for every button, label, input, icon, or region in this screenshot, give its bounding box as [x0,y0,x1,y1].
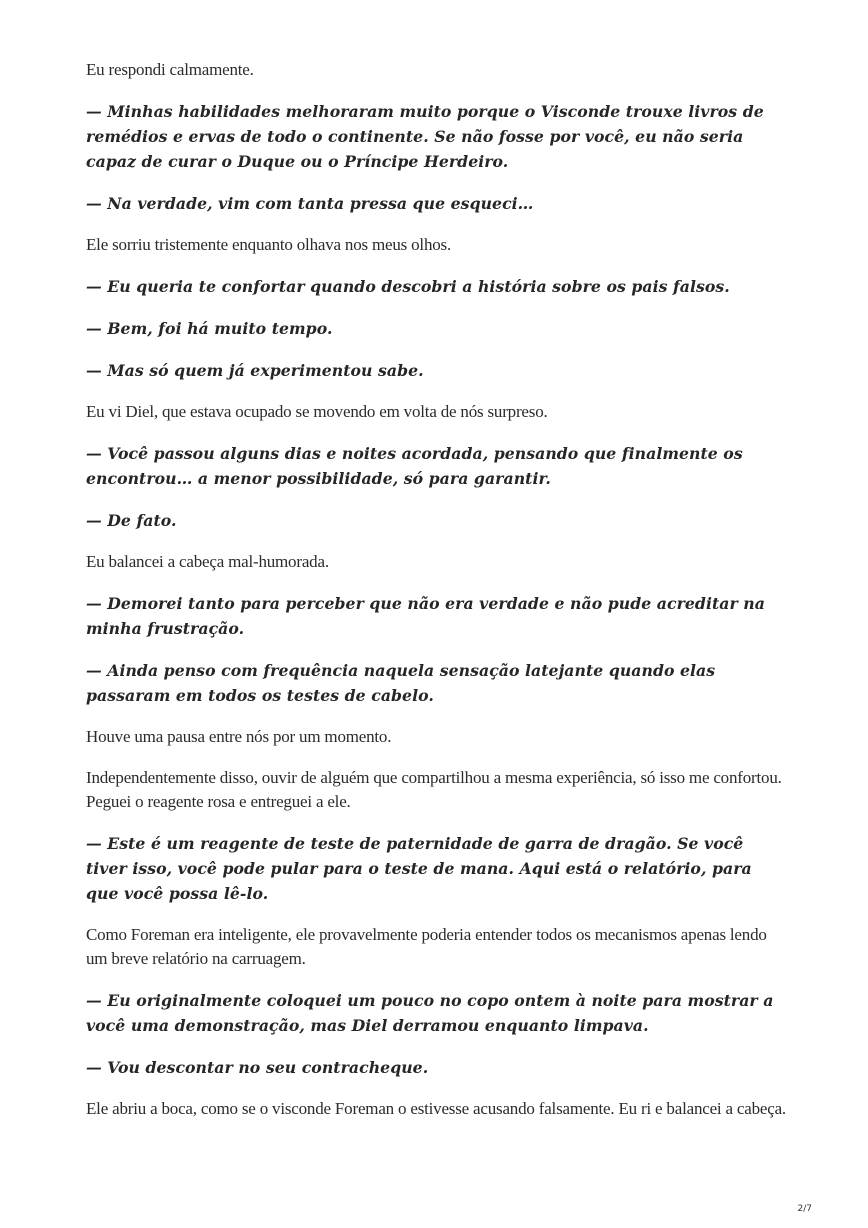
narration-paragraph: Ele abriu a boca, como se o visconde Foreman o estivesse acusando falsamente. Eu ri e balancei a cabeça. [86,1099,786,1118]
narration-paragraph: Como Foreman era inteligente, ele provavelmente poderia entender todos os mecanismos apenas lendo um breve relatório na carruagem. [86,925,767,968]
document-page [86,58,786,1138]
dialogue-paragraph: — Mas só quem já experimentou sabe. [86,361,424,380]
dialogue-paragraph: — Você passou alguns dias e noites acordada, pensando que finalmente os encontrou… a menor possibilidade, só para garantir. [86,444,743,488]
dialogue-paragraph: — Demorei tanto para perceber que não era verdade e não pude acreditar na minha frustração. [86,594,765,638]
dialogue-paragraph: — Ainda penso com frequência naquela sensação latejante quando elas passaram em todos os testes de cabelo. [86,661,716,705]
dialogue-paragraph: — Na verdade, vim com tanta pressa que esqueci… [86,194,534,213]
dialogue-paragraph: — Vou descontar no seu contracheque. [86,1058,429,1077]
page-number: 2/7 [797,1204,812,1214]
dialogue-paragraph: — Bem, foi há muito tempo. [86,319,333,338]
narration-paragraph: Eu balancei a cabeça mal-humorada. [86,552,329,571]
narration-paragraph: Eu respondi calmamente. [86,60,254,79]
narration-paragraph: Houve uma pausa entre nós por um momento. [86,727,392,746]
narration-paragraph: Eu vi Diel, que estava ocupado se movendo em volta de nós surpreso. [86,402,548,421]
narration-paragraph: Ele sorriu tristemente enquanto olhava nos meus olhos. [86,235,452,254]
dialogue-paragraph: — Este é um reagente de teste de paternidade de garra de dragão. Se você tiver isso, você pode pular para o teste de mana. Aqui está o relatório, para que você possa lê-lo. [86,834,752,903]
dialogue-paragraph: — De fato. [86,511,177,530]
dialogue-paragraph: — Eu originalmente coloquei um pouco no copo ontem à noite para mostrar a você uma demonstração, mas Diel derramou enquanto limpava. [86,991,774,1035]
dialogue-paragraph: — Minhas habilidades melhoraram muito porque o Visconde trouxe livros de remédios e ervas de todo o continente. Se não fosse por você, eu não seria capaz de curar o Duque ou o Príncipe Herdeiro. [86,102,764,171]
dialogue-paragraph: — Eu queria te confortar quando descobri a história sobre os pais falsos. [86,277,730,296]
narration-paragraph: Independentemente disso, ouvir de alguém que compartilhou a mesma experiência, só isso me confortou. Peguei o reagente rosa e entreguei a ele. [86,768,782,811]
